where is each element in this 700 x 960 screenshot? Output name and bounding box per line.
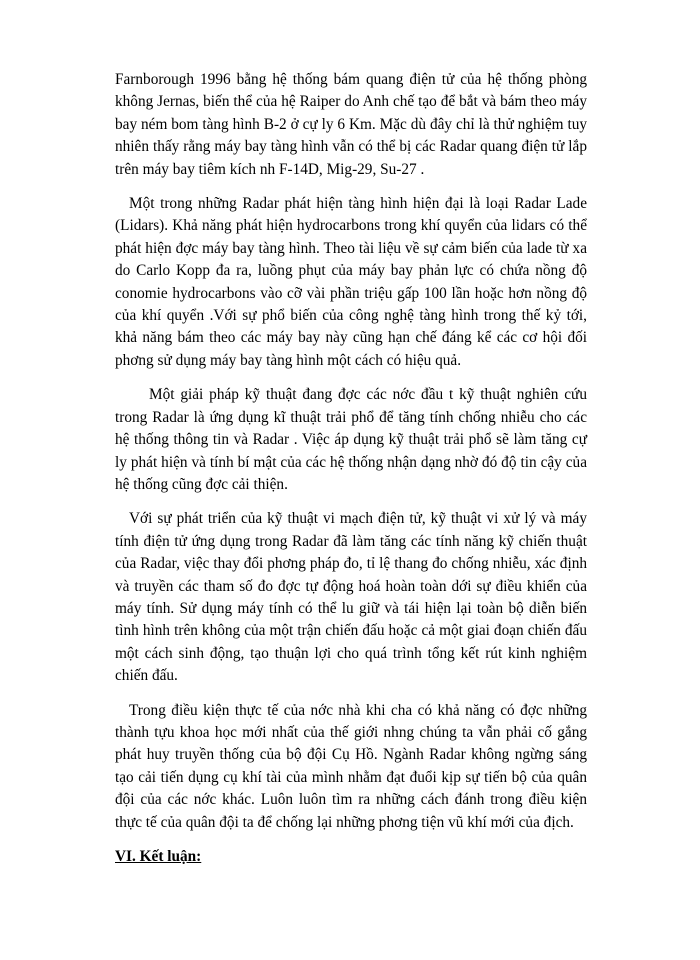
paragraph-3: Một giải pháp kỹ thuật đang đợc các nớc đầu t kỹ thuật nghiên cứu trong Radar là ứng dụng kĩ thuật trải phổ để tăng tính chống nhiễu cho các hệ thống thông tin và Radar . Việc áp dụng kỹ thuật trải phổ sẽ làm tăng cự ly phát hiện và tính bí mật của các hệ thống nhận dạng nhờ đó độ tin cậy của hệ thống cũng đợc cải thiện. bbox=[115, 386, 587, 493]
paragraph-2: Một trong những Radar phát hiện tàng hình hiện đại là loại Radar Lade (Lidars). Khả năng phát hiện hydrocarbons trong khí quyển của lidars có thể phát hiện đợc máy bay tàng hình. Theo tài liệu về sự cảm biến của lade từ xa do Carlo Kopp đa ra, luồng phụt của máy bay phản lực có chứa nồng độ conomie hydrocarbons vào cỡ vài phần triệu gấp 100 lần hoặc hơn nồng độ của khí quyển .Với sự phổ biến của công nghệ tàng hình trong thế kỷ tới, khả năng bám theo các máy bay này cũng hạn chế đáng kể các cơ hội đối phơng sử dụng máy bay tàng hình một cách có hiệu quả. bbox=[115, 195, 587, 369]
paragraph-4: Với sự phát triển của kỹ thuật vi mạch điện tử, kỹ thuật vi xử lý và máy tính điện tử ứng dụng trong Radar đã làm tăng các tính năng kỹ chiến thuật của Radar, việc thay đổi phơng pháp đo, tỉ lệ thang đo chống nhiễu, xác định và truyền các tham số đo đợc tự động hoá hoàn toàn dới sự điều khiển của máy tính. Sử dụng máy tính có thể lu giữ và tái hiện lại toàn bộ diễn biến tình hình trên không của một trận chiến đấu hoặc cả một giai đoạn chiến đấu một cách sinh động, tạo thuận lợi cho quá trình tổng kết rút kinh nghiệm chiến đấu. bbox=[115, 510, 587, 685]
section-heading: VI. Kết luận: bbox=[115, 848, 202, 865]
paragraph-1: Farnborough 1996 bằng hệ thống bám quang điện tử của hệ thống phòng không Jernas, biến thể của hệ Raiper do Anh chế tạo để bắt và bám theo máy bay ném bom tàng hình B-2 ở cự ly 6 Km. Mặc dù đây chỉ là thử nghiệm tuy nhiên thấy rằng máy bay tàng hình vẫn có thể bị các Radar quang điện tử lắp trên máy bay tiêm kích nh F-14D, Mig-29, Su-27 . bbox=[115, 71, 587, 178]
paragraph-5: Trong điều kiện thực tế của nớc nhà khi cha có khả năng có đợc những thành tựu khoa học mới nhất của thế giới nhng chúng ta vẫn phải cố gắng phát huy truyền thống của bộ đội Cụ Hồ. Ngành Radar không ngừng sáng tạo cải tiến dụng cụ khí tài của mình nhằm đạt đuổi kịp sự tiến bộ của quân đội của các nớc khác. Luôn luôn tìm ra những cách đánh trong điều kiện thực tế của quân đội ta để chống lại những phơng tiện vũ khí mới của địch. bbox=[115, 701, 587, 831]
page-content bbox=[115, 69, 587, 868]
